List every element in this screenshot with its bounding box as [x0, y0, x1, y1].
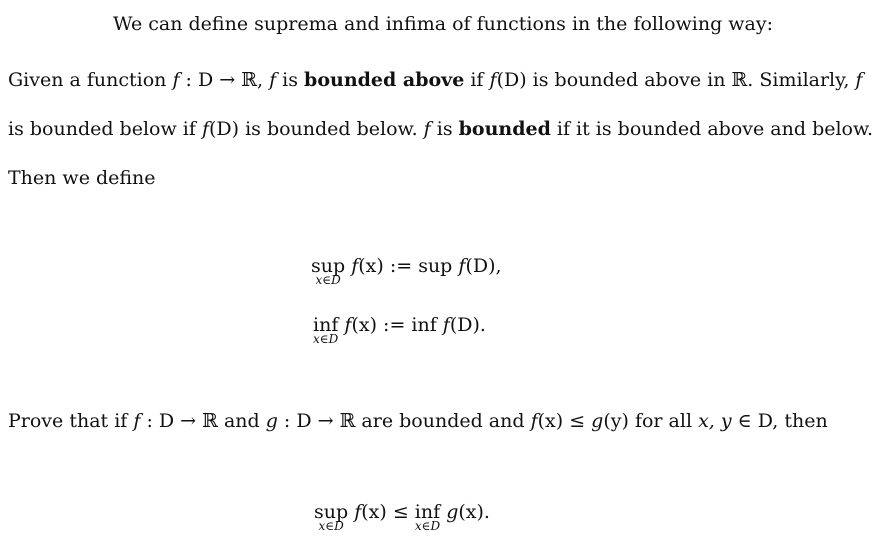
text: is bounded below if [8, 118, 202, 140]
intro-text: We can define suprema and infima of functions in the following way: [113, 13, 774, 35]
argument: (D), [465, 255, 502, 277]
function-f: f [344, 314, 352, 336]
definition-line-2 [8, 117, 873, 141]
text: (D) is bounded above in ℝ. Similarly, [496, 69, 856, 91]
text: ∈ D, then [731, 410, 828, 432]
final-inequality [314, 500, 490, 533]
operator-subscript: x∈D [315, 273, 341, 287]
operator-label: sup [311, 255, 346, 277]
function-f: f [351, 255, 359, 277]
function-g: g [591, 410, 604, 432]
function-g: g [265, 410, 278, 432]
function-f: f [201, 118, 209, 140]
operator-label: sup [314, 501, 349, 523]
argument: (x) [358, 255, 384, 277]
text: is [276, 69, 305, 91]
function-f: f [489, 69, 497, 91]
mapping: : D → ℝ are bounded and [277, 410, 531, 432]
function-f: f [423, 118, 431, 140]
sup-operator [314, 500, 349, 533]
operator-subscript: x∈D [313, 332, 339, 346]
function-f: f [354, 501, 362, 523]
text: is [430, 118, 459, 140]
function-f: f [133, 410, 141, 432]
operator-label: inf [414, 501, 441, 523]
definition-line-1 [8, 68, 862, 92]
text: (y) for all [603, 410, 699, 432]
definition-line-3: Then we define [8, 167, 156, 189]
function-f: f [172, 69, 180, 91]
text: (x) ≤ [537, 410, 592, 432]
mapping: : D → ℝ, [179, 69, 270, 91]
operator-label: inf [313, 314, 339, 336]
assignment: := sup [383, 255, 459, 277]
variables: x, y [698, 410, 732, 432]
text: Given a function [8, 69, 173, 91]
inf-operator [414, 500, 441, 533]
assignment: := inf [377, 314, 443, 336]
term-bounded-above: bounded above [304, 69, 465, 91]
text: Prove that if [8, 410, 134, 432]
text: if it is bounded above and below. [550, 118, 873, 140]
operator-subscript: x∈D [318, 519, 344, 533]
argument: (x) [351, 314, 377, 336]
inequality: (x) ≤ [361, 501, 415, 523]
operator-subscript: x∈D [414, 519, 441, 533]
equation-inf [313, 313, 486, 346]
function-f: f [530, 410, 538, 432]
argument: (x). [458, 501, 490, 523]
function-f: f [458, 255, 466, 277]
text: if [464, 69, 490, 91]
function-f: f [855, 69, 863, 91]
equation-sup [311, 254, 502, 287]
argument: (D). [449, 314, 486, 336]
text: (D) is bounded below. [208, 118, 424, 140]
function-g: g [446, 501, 459, 523]
term-bounded: bounded [458, 118, 551, 140]
function-f: f [269, 69, 277, 91]
inf-operator [313, 313, 339, 346]
problem-statement [8, 409, 828, 433]
sup-operator [311, 254, 346, 287]
function-f: f [442, 314, 450, 336]
mapping: : D → ℝ and [140, 410, 266, 432]
